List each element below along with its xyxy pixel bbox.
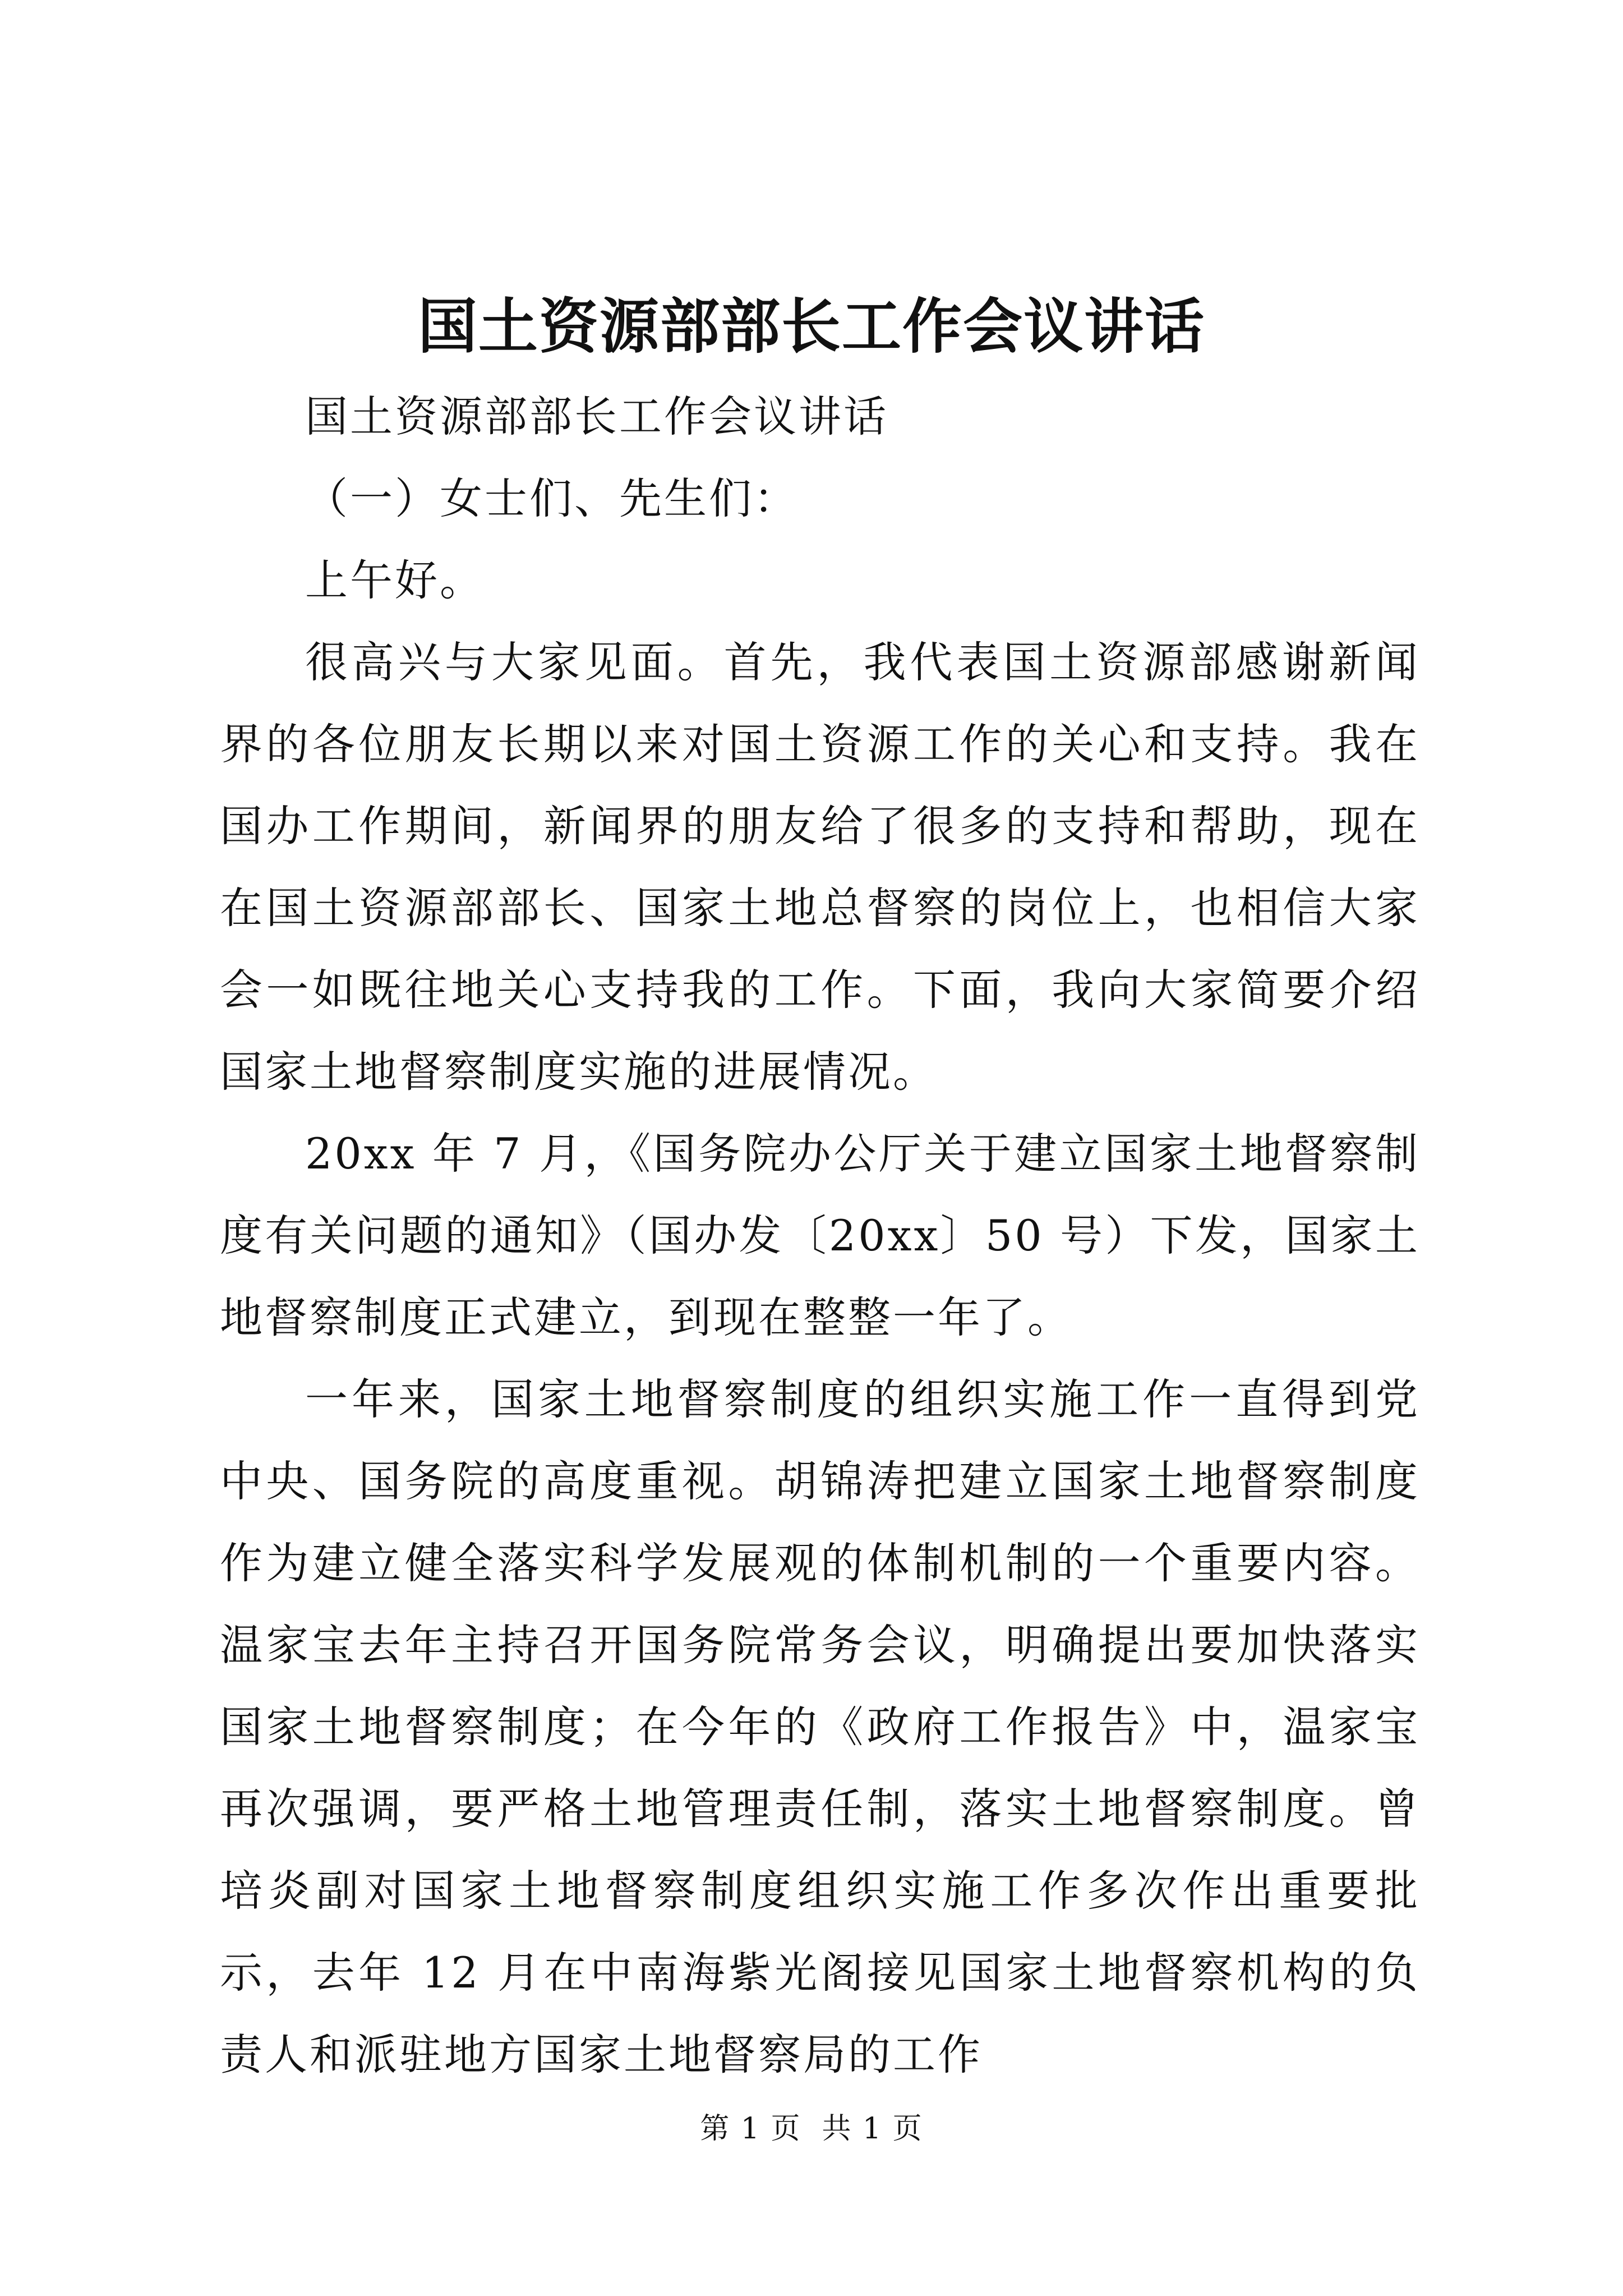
document-body [220,376,1420,2096]
page-footer [0,2109,1623,2148]
page-number: 第 1 页 [700,2112,801,2146]
paragraph-greeting: 上午好。 [305,555,485,605]
paragraph-subtitle: 国土资源部部长工作会议讲话 [305,392,888,441]
paragraph-introduction: 很高兴与大家见面。首先，我代表国土资源部感谢新闻界的各位朋友长期以来对国土资源工作的关心和支持。我在国办工作期间，新闻界的朋友给了很多的支持和帮助，现在在国土资源部部长、国家土地总督察的岗位上，也相信大家会一如既往地关心支持我的工作。下面，我向大家简要介绍国家土地督察制度实施的进展情况。 [220,637,1420,1097]
paragraph-salutation: （一）女士们、先生们： [305,473,799,523]
page-total: 共 1 页 [822,2112,923,2146]
document-title: 国土资源部部长工作会议讲话 [418,291,1205,361]
paragraph-progress: 一年来，国家土地督察制度的组织实施工作一直得到党中央、国务院的高度重视。胡锦涛把建立国家土地督察制度作为建立健全落实科学发展观的体制机制的一个重要内容。温家宝去年主持召开国务院常务会议，明确提出要加快落实国家土地督察制度；在今年的《政府工作报告》中，温家宝再次强调，要严格土地管理责任制，落实土地督察制度。曾培炎副对国家土地督察制度组织实施工作多次作出重要批示，去年 12 月在中南海紫光阁接见国家土地督察机构的负责人和派驻地方国家土地督察局的工作 [220,1374,1420,2079]
paragraph-notice: 20xx 年 7 月，《国务院办公厅关于建立国家土地督察制度有关问题的通知》（国办发〔20xx〕50 号）下发，国家土地督察制度正式建立，到现在整整一年了。 [220,1129,1420,1342]
